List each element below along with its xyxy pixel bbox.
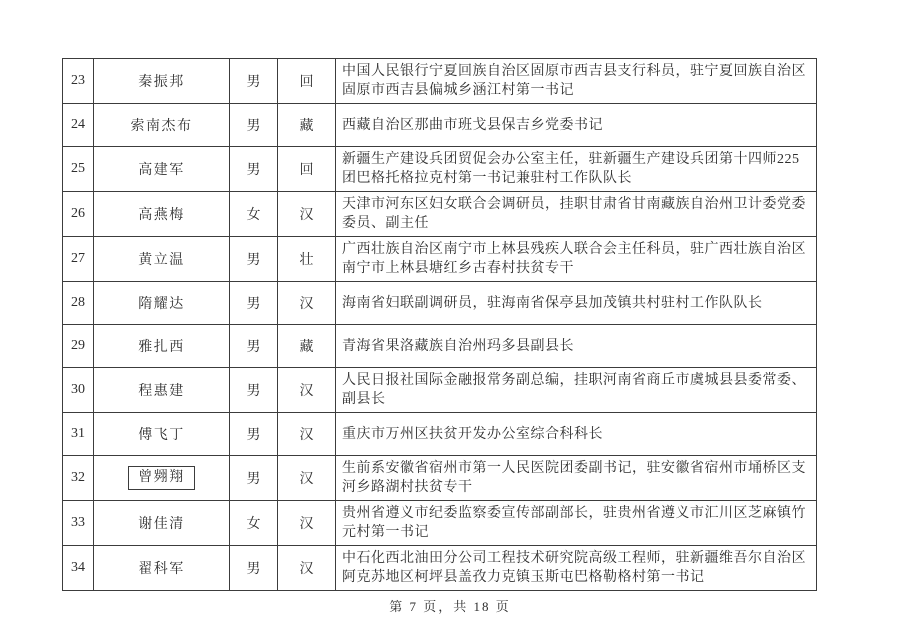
cell-name: 翟科军 [94, 546, 230, 591]
cell-gender: 男 [230, 456, 278, 501]
cell-description: 中石化西北油田分公司工程技术研究院高级工程师，驻新疆维吾尔自治区阿克苏地区柯坪县盖孜力克镇玉斯屯巴格勒格村第一书记 [336, 546, 817, 591]
cell-number: 26 [63, 192, 94, 237]
cell-description: 西藏自治区那曲市班戈县保吉乡党委书记 [336, 104, 817, 147]
cell-ethnicity: 汉 [278, 413, 336, 456]
table-row [63, 59, 817, 104]
table-row [63, 368, 817, 413]
cell-ethnicity: 藏 [278, 104, 336, 147]
cell-name: 秦振邦 [94, 59, 230, 104]
cell-ethnicity: 汉 [278, 282, 336, 325]
deceased-name-box: 曾翙翔 [128, 466, 195, 491]
cell-gender: 女 [230, 192, 278, 237]
cell-number: 24 [63, 104, 94, 147]
cell-number: 32 [63, 456, 94, 501]
table-row [63, 413, 817, 456]
table-row [63, 456, 817, 501]
cell-description: 海南省妇联副调研员，驻海南省保亭县加茂镇共村驻村工作队队长 [336, 282, 817, 325]
page-footer: 第 7 页，共 18 页 [389, 599, 511, 614]
cell-name: 谢佳清 [94, 501, 230, 546]
cell-description: 人民日报社国际金融报常务副总编，挂职河南省商丘市虞城县县委常委、副县长 [336, 368, 817, 413]
table-row [63, 501, 817, 546]
cell-number: 27 [63, 237, 94, 282]
cell-number: 31 [63, 413, 94, 456]
roster-table-body [63, 59, 817, 591]
cell-number: 30 [63, 368, 94, 413]
cell-description: 天津市河东区妇女联合会调研员，挂职甘肃省甘南藏族自治州卫计委党委委员、副主任 [336, 192, 817, 237]
cell-name [94, 456, 230, 501]
cell-ethnicity: 汉 [278, 501, 336, 546]
cell-ethnicity: 汉 [278, 192, 336, 237]
cell-description: 中国人民银行宁夏回族自治区固原市西吉县支行科员，驻宁夏回族自治区固原市西吉县偏城乡涵江村第一书记 [336, 59, 817, 104]
cell-name: 雅扎西 [94, 325, 230, 368]
table-row [63, 147, 817, 192]
cell-name: 索南杰布 [94, 104, 230, 147]
cell-ethnicity: 汉 [278, 546, 336, 591]
cell-name: 隋耀达 [94, 282, 230, 325]
cell-number: 33 [63, 501, 94, 546]
cell-ethnicity: 回 [278, 147, 336, 192]
cell-gender: 男 [230, 282, 278, 325]
cell-number: 23 [63, 59, 94, 104]
cell-number: 25 [63, 147, 94, 192]
cell-ethnicity: 汉 [278, 456, 336, 501]
cell-gender: 男 [230, 59, 278, 104]
cell-gender: 男 [230, 147, 278, 192]
cell-name: 高建军 [94, 147, 230, 192]
cell-name: 程惠建 [94, 368, 230, 413]
cell-ethnicity: 藏 [278, 325, 336, 368]
cell-gender: 男 [230, 413, 278, 456]
cell-description: 重庆市万州区扶贫开发办公室综合科科长 [336, 413, 817, 456]
table-row [63, 104, 817, 147]
table-row [63, 546, 817, 591]
cell-number: 29 [63, 325, 94, 368]
cell-name: 黄立温 [94, 237, 230, 282]
cell-gender: 男 [230, 325, 278, 368]
roster-table [62, 58, 817, 591]
cell-gender: 男 [230, 237, 278, 282]
cell-gender: 男 [230, 104, 278, 147]
cell-ethnicity: 壮 [278, 237, 336, 282]
cell-ethnicity: 汉 [278, 368, 336, 413]
table-row [63, 237, 817, 282]
cell-name: 傅飞丁 [94, 413, 230, 456]
cell-ethnicity: 回 [278, 59, 336, 104]
cell-number: 28 [63, 282, 94, 325]
cell-gender: 男 [230, 368, 278, 413]
cell-description: 生前系安徽省宿州市第一人民医院团委副书记，驻安徽省宿州市埇桥区支河乡路湖村扶贫专干 [336, 456, 817, 501]
table-row [63, 192, 817, 237]
cell-description: 广西壮族自治区南宁市上林县残疾人联合会主任科员，驻广西壮族自治区南宁市上林县塘红乡古春村扶贫专干 [336, 237, 817, 282]
table-row [63, 325, 817, 368]
table-row [63, 282, 817, 325]
cell-number: 34 [63, 546, 94, 591]
cell-description: 新疆生产建设兵团贸促会办公室主任，驻新疆生产建设兵团第十四师225团巴格托格拉克村第一书记兼驻村工作队队长 [336, 147, 817, 192]
cell-description: 贵州省遵义市纪委监察委宣传部副部长，驻贵州省遵义市汇川区芝麻镇竹元村第一书记 [336, 501, 817, 546]
cell-gender: 女 [230, 501, 278, 546]
cell-description: 青海省果洛藏族自治州玛多县副县长 [336, 325, 817, 368]
cell-name: 高燕梅 [94, 192, 230, 237]
cell-gender: 男 [230, 546, 278, 591]
